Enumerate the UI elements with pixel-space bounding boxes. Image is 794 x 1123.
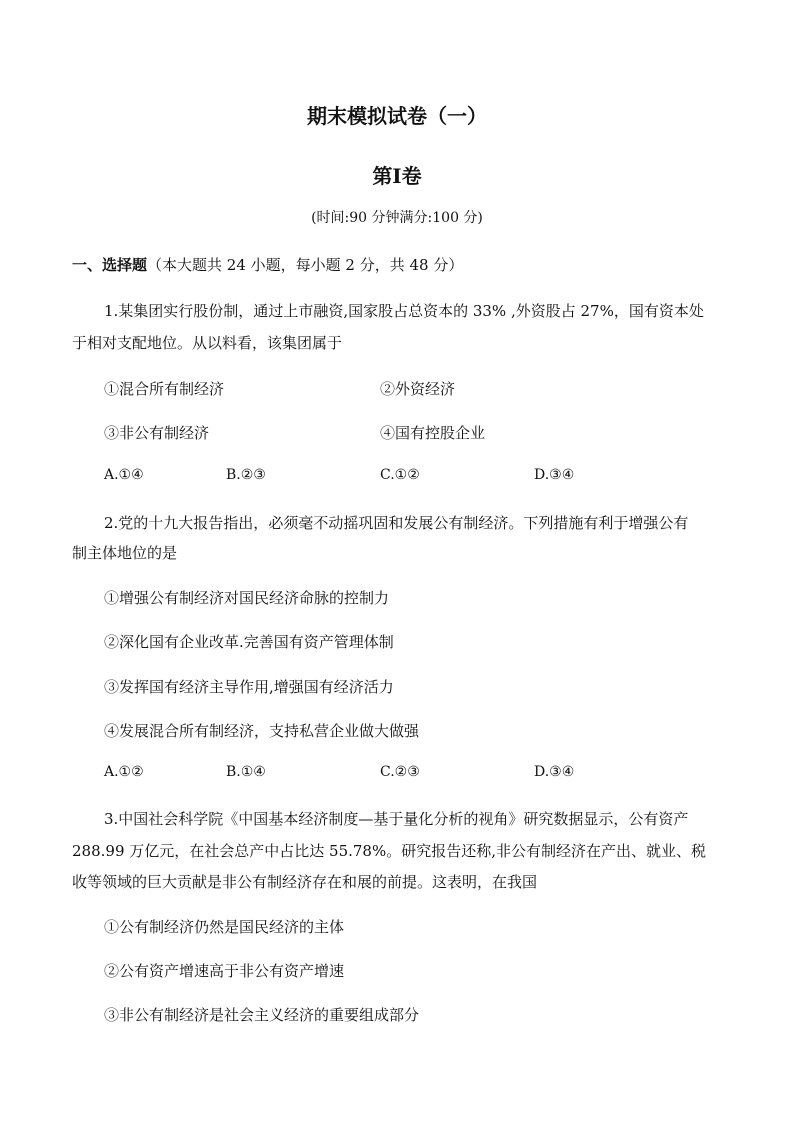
q2-stem-line1: 2.党的十九大报告指出，必须毫不动摇巩固和发展公有制经济。下列措施有利于增强公有 [104, 514, 689, 532]
section-label: 一、选择题 [72, 256, 148, 274]
q2-choice-b: B.①④ [226, 764, 266, 780]
q2-option-2: ②深化国有企业改革.完善国有资产管理体制 [104, 633, 394, 651]
q1-choice-c: C.①② [380, 467, 420, 483]
exam-title: 期末模拟试卷（一） [307, 104, 487, 128]
q1-stem-line2: 于相对支配地位。从以料看，该集团属于 [72, 334, 343, 352]
q3-stem-line3: 收等领域的巨大贡献是非公有制经济存在和展的前提。这表明，在我国 [72, 873, 538, 891]
q3-option-1: ①公有制经济仍然是国民经济的主体 [104, 918, 345, 936]
q1-option-1: ①混合所有制经济 [104, 380, 225, 398]
q1-option-4: ④国有控股企业 [380, 424, 486, 442]
q2-option-1: ①增强公有制经济对国民经济命脉的控制力 [104, 589, 390, 607]
q1-choice-b: B.②③ [226, 467, 266, 483]
q2-choice-d: D.③④ [534, 764, 575, 780]
q2-choice-a: A.①② [104, 764, 144, 780]
q2-option-3: ③发挥国有经济主导作用,增强国有经济活力 [104, 678, 394, 696]
q1-option-2: ②外资经济 [380, 380, 456, 398]
q3-stem-line1: 3.中国社会科学院《中国基本经济制度—基于量化分析的视角》研究数据显示，公有资产 [104, 810, 689, 828]
volume-title: 第Ⅰ卷 [372, 164, 422, 188]
q1-choice-a: A.①④ [104, 467, 144, 483]
time-info: (时间:90 分钟满分:100 分) [311, 210, 483, 226]
q2-option-4: ④发展混合所有制经济，支持私营企业做大做强 [104, 722, 420, 740]
q1-stem-line1: 1.某集团实行股份制，通过上市融资,国家股占总资本的 33% ,外资股占 27%，国有资本处 [104, 302, 704, 320]
q1-option-3: ③非公有制经济 [104, 424, 210, 442]
section-note: （本大题共 24 小题，每小题 2 分，共 48 分） [147, 256, 464, 274]
q2-choice-c: C.②③ [380, 764, 420, 780]
q3-option-3: ③非公有制经济是社会主义经济的重要组成部分 [104, 1006, 420, 1024]
q3-option-2: ②公有资产增速高于非公有资产增速 [104, 962, 345, 980]
q2-stem-line2: 制主体地位的是 [72, 544, 178, 562]
section-heading [72, 254, 463, 275]
q1-choice-d: D.③④ [534, 467, 575, 483]
q3-stem-line2: 288.99 万亿元，在社会总产中占比达 55.78%。研究报告还称,非公有制经济在产出、就业、税 [72, 842, 706, 860]
